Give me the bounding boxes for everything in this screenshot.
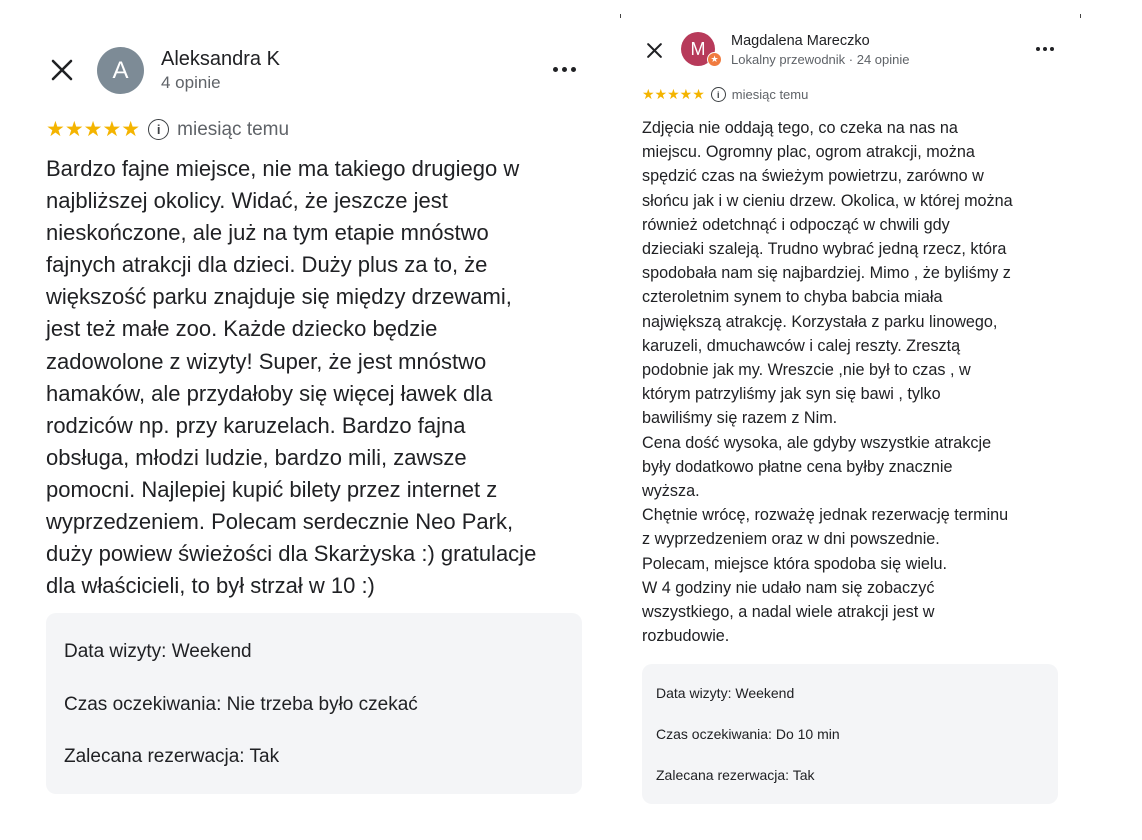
detail-label: Czas oczekiwania: (656, 726, 772, 742)
review-text-line: zadowolone z wizyty! Super, że jest mnóstwo (46, 348, 487, 374)
reviewer-name[interactable]: Magdalena Mareczko (731, 33, 870, 49)
wait-time-row (64, 694, 418, 716)
close-icon[interactable] (50, 58, 74, 82)
review-text-line: karuzeli, dmuchawców i calej reszty. Zresztą (642, 336, 961, 355)
review-text-line: jest też małe zoo. Każde dziecko będzie (46, 316, 438, 342)
review-text-line: fajnych atrakcji dla dzieci. Duży plus za to, że (46, 252, 488, 278)
review-text-line: większość parku znajduje się między drzewami, (46, 284, 512, 310)
visit-date-row (64, 641, 252, 663)
review-text-line: rodziców np. przy karuzelach. Bardzo fajna (46, 412, 466, 438)
review-text-line: dzieciaki szaleją. Trudno wybrać jedną rzecz, która (642, 240, 1007, 259)
review-text-line: bawiliśmy się razem z Nim. (642, 409, 838, 428)
review-text-line: Polecam, miejsce która spodoba się wielu. (642, 554, 948, 573)
more-options-icon[interactable] (1036, 47, 1054, 51)
info-icon[interactable]: i (148, 119, 169, 140)
review-text-line: duży powiew świeżości dla Skarżyska :) gratulacje (46, 541, 537, 567)
review-text-line: miejscu. Ogromny plac, ogrom atrakcji, można (642, 143, 975, 162)
review-text-line: W 4 godziny nie udało nam się zobaczyć (642, 578, 935, 597)
detail-label: Zalecana rezerwacja: (64, 746, 245, 767)
detail-label: Data wizyty: (656, 685, 732, 701)
detail-value: Tak (789, 767, 815, 783)
detail-label: Czas oczekiwania: (64, 694, 222, 715)
review-text-line: największą atrakcję. Korzystała z parku linowego, (642, 312, 998, 331)
review-text-line: wszystkiego, a nadal wiele atrakcji jest w (642, 603, 935, 622)
review-text-line: dla właścicieli, to był strzał w 10 :) (46, 573, 375, 599)
review-text-line: słońcu jak i w cieniu drzew. Okolica, w której można (642, 191, 1013, 210)
review-text-line: obsługa, młodzi ludzie, bardzo mili, zawsze (46, 444, 467, 470)
review-text (642, 116, 1072, 648)
review-text-line: z wyprzedzeniem oraz w dni powszednie. (642, 530, 940, 549)
wait-time-row (656, 726, 840, 742)
rating-row (642, 86, 808, 103)
review-text-line: wyższa. (642, 482, 700, 501)
avatar-initial: M (690, 38, 706, 59)
review-text-line: spodobała nam się najbardziej. Mimo , że byliśmy z (642, 264, 1011, 283)
detail-value: Weekend (731, 685, 795, 701)
review-text-line: podobnie jak my. Wreszcie ,nie był to czas , w (642, 361, 971, 380)
more-options-icon[interactable] (553, 67, 576, 72)
close-icon[interactable] (646, 42, 663, 59)
detail-value: Weekend (166, 641, 252, 662)
local-guide-badge-icon: ★ (707, 52, 722, 67)
crop-mark (620, 14, 621, 18)
review-text-line: hamaków, ale przydałoby się więcej ławek dla (46, 380, 493, 406)
reservation-row (656, 767, 815, 783)
review-text-line: Cena dość wysoka, ale gdyby wszystkie atrakcje (642, 433, 992, 452)
avatar-initial: A (112, 56, 129, 84)
detail-label: Zalecana rezerwacja: (656, 767, 790, 783)
review-text-line: spędzić czas na świeżym powietrzu, zarówno w (642, 167, 984, 186)
detail-value: Tak (244, 746, 280, 767)
avatar[interactable] (97, 47, 144, 94)
review-text-line: nieskończone, ale już na tym etapie mnóstwo (46, 220, 489, 246)
review-time: miesiąc temu (731, 87, 809, 102)
review-text-line: Zdjęcia nie oddają tego, co czeka na nas na (642, 119, 958, 137)
crop-mark (1080, 14, 1081, 18)
review-text-line: Chętnie wrócę, rozważę jednak rezerwację terminu (642, 506, 1009, 525)
detail-value: Nie trzeba było czekać (221, 694, 418, 715)
review-text-line: Bardzo fajne miejsce, nie ma takiego drugiego w (46, 156, 520, 181)
review-text-line: wyprzedzeniem. Polecam serdecznie Neo Park, (46, 509, 514, 535)
review-text (46, 153, 586, 602)
review-panel-right (620, 0, 1142, 840)
reviewer-meta: Lokalny przewodnik · 24 opinie (731, 52, 910, 67)
reviewer-meta: 4 opinie (161, 73, 221, 92)
review-text-line: również odetchnąć i odpocząć w chwili gdy (642, 215, 950, 234)
visit-details-box (642, 664, 1058, 804)
review-text-line: najbliższej okolicy. Widać, że jeszcze jest (46, 188, 448, 214)
star-rating-icon: ★★★★★ (642, 86, 705, 102)
reservation-row (64, 746, 279, 768)
visit-details-box (46, 613, 582, 794)
info-icon[interactable]: i (711, 87, 726, 102)
review-text-line: były dodatkowo płatne cena byłby znacznie (642, 457, 953, 476)
review-text-line: pomocni. Najlepiej kupić bilety przez internet z (46, 476, 498, 502)
review-text-line: czteroletnim synem to chyba babcia miała (642, 288, 943, 307)
star-rating-icon: ★★★★★ (46, 118, 141, 141)
rating-row (46, 117, 289, 142)
detail-value: Do 10 min (771, 726, 840, 742)
review-text-line: którym patrzyliśmy jak syn się bawi , tylko (642, 385, 941, 404)
detail-label: Data wizyty: (64, 641, 167, 662)
visit-date-row (656, 685, 794, 701)
reviewer-name[interactable]: Aleksandra K (161, 48, 280, 70)
review-text-line: rozbudowie. (642, 627, 730, 646)
review-time: miesiąc temu (177, 118, 290, 140)
